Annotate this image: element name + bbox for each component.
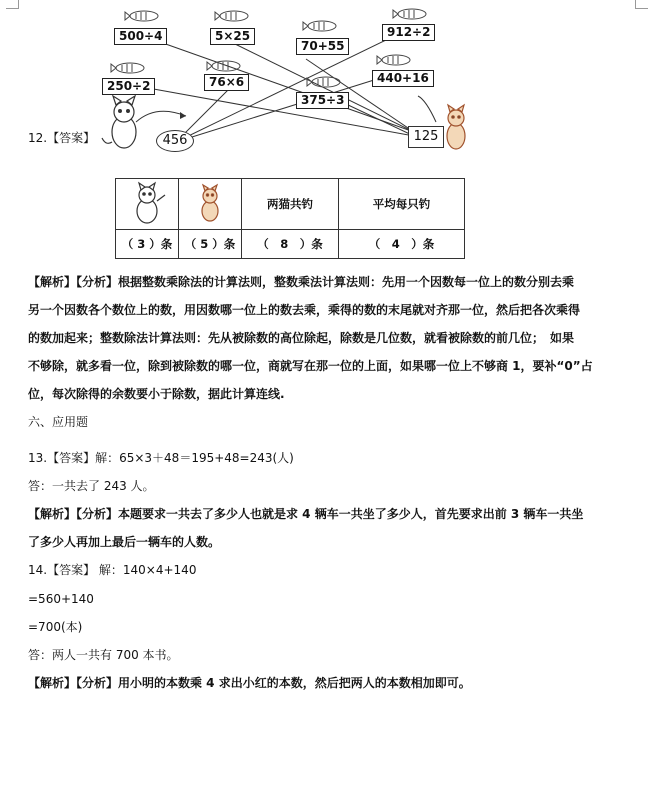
q13-reply: 答：一共去了 243 人。	[28, 479, 155, 493]
expression-box: 912÷2	[382, 24, 435, 41]
table-cell: （ 8 ）条	[242, 230, 339, 259]
cat-left-icon	[127, 181, 167, 225]
analysis-line: 位，每次除得的余数要小于除数，据此计算连线.	[28, 387, 285, 401]
result-node-left: 456	[156, 130, 194, 152]
q14-reply: 答：两人一共有 700 本书。	[28, 648, 179, 662]
table-cell: （ 4 ）条	[339, 230, 465, 259]
analysis-line: 【解析】【分析】根据整数乘除法的计算法则，整数乘法计算法则：先用一个因数每一位上的数分别去乘	[28, 275, 575, 289]
expression-box: 70+55	[296, 38, 349, 55]
fish-icon	[207, 61, 240, 71]
fishing-rod	[136, 111, 186, 122]
fish-icon	[377, 55, 410, 65]
fish-icon	[111, 63, 144, 73]
analysis-line: 的数加起来；整数除法计算法则：先从被除数的高位除起，除数是几位数，就看被除数的前几位； 如果	[28, 331, 575, 345]
fish-icon	[393, 9, 426, 19]
page-corner-mark-right	[635, 0, 648, 9]
q14-step: =560+140	[28, 592, 94, 606]
q12-label: 12.【答案】	[28, 131, 96, 145]
table-header-cat2	[179, 179, 242, 230]
section-heading: 六、应用题	[28, 415, 89, 429]
table-cell: （ 3 ）条	[116, 230, 179, 259]
q14-answer: 14.【答案】 解：140×4+140	[28, 563, 197, 577]
result-node-right: 125	[408, 126, 444, 148]
connector-line	[176, 40, 386, 142]
table-header-total: 两猫共钓	[242, 179, 339, 230]
page-corner-mark-left	[6, 0, 19, 9]
expression-box: 440+16	[372, 70, 434, 87]
fish-icon	[307, 77, 340, 87]
expression-box: 76×6	[204, 74, 249, 91]
cat-left-icon	[102, 96, 136, 148]
expression-box: 250÷2	[102, 78, 155, 95]
q13-answer: 13.【答案】解：65×3＋48＝195+48=243(人)	[28, 451, 294, 465]
answer-table	[115, 178, 465, 259]
fish-icon	[125, 11, 158, 21]
table-header-cat1	[116, 179, 179, 230]
fishing-rod	[418, 96, 436, 122]
analysis-line: 另一个因数各个数位上的数，用因数哪一位上的数去乘，乘得的数的末尾就对齐那一位，然后把各次乘得	[28, 303, 581, 317]
table-header-average: 平均每只钓	[339, 179, 465, 230]
expression-box: 375÷3	[296, 92, 349, 109]
q14-step: =700(本)	[28, 620, 83, 634]
fish-icon	[303, 21, 336, 31]
expression-box: 5×25	[210, 28, 255, 45]
q13-analysis-line: 了多少人再加上最后一辆车的人数。	[28, 535, 221, 549]
analysis-line: 不够除，就多看一位，除到被除数的哪一位，商就写在那一位的上面，如果哪一位上不够商 1，要补“0”占	[28, 359, 593, 373]
q13-analysis-line: 【解析】【分析】本题要求一共去了多少人也就是求 4 辆车一共坐了多少人，首先要求出前 3 辆车一共坐	[28, 507, 584, 521]
fish-icon	[215, 11, 248, 21]
arrow-head	[180, 112, 186, 119]
q14-analysis: 【解析】【分析】用小明的本数乘 4 求出小红的本数，然后把两人的本数相加即可。	[28, 676, 471, 690]
cat-right-icon	[447, 105, 465, 149]
cat-right-icon	[195, 183, 225, 223]
expression-box: 500÷4	[114, 28, 167, 45]
matching-figure	[96, 4, 476, 154]
table-cell: （ 5 ）条	[179, 230, 242, 259]
